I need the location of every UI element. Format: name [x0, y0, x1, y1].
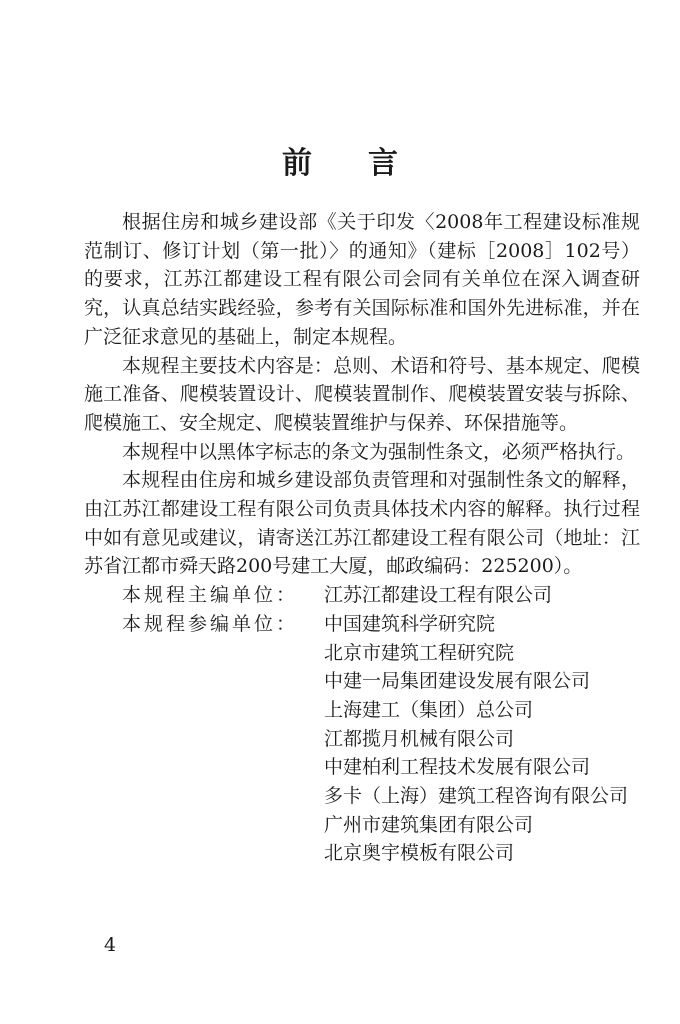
list-item: 江都揽月机械有限公司 [324, 727, 515, 750]
list-item: 北京奥宇模板有限公司 [324, 842, 515, 865]
list-item: 广州市建筑集团有限公司 [324, 813, 534, 836]
title-char-1: 前 [282, 146, 312, 181]
page-title [0, 138, 680, 182]
list-item: 多卡（上海）建筑工程咨询有限公司 [324, 785, 629, 808]
title-char-2: 言 [368, 146, 398, 181]
paragraph-main-content: 本规程主要技术内容是：总则、术语和符号、基本规定、爬模施工准备、爬模装置设计、爬模装置制作、爬模装置安装与拆除、爬模施工、安全规定、爬模装置维护与保养、环保措施等。 [84, 354, 640, 434]
list-item: 上海建工（集团）总公司 [324, 698, 534, 721]
chief-unit-label: 本规程主编单位： [122, 584, 299, 607]
list-item: 北京市建筑工程研究院 [324, 641, 515, 664]
paragraph-mandatory-clauses: 本规程中以黑体字标志的条文为强制性条文，必须严格执行。 [122, 440, 636, 463]
list-item: 中建一局集团建设发展有限公司 [324, 670, 591, 693]
chief-unit-value: 江苏江都建设工程有限公司 [324, 584, 553, 607]
participating-unit-row [84, 610, 640, 639]
participating-unit-list [84, 639, 640, 869]
chief-unit-row [84, 581, 640, 610]
paragraph-background: 根据住房和城乡建设部《关于印发〈2008年工程建设标准规范制订、修订计划（第一批）〉的通知》（建标［2008］102号）的要求，江苏江都建设工程有限公司会同有关单位在深入调查研究，认真总结实践经验，参考有关国际标准和国外先进标准，并在广泛征求意见的基础上，制定本规程。 [84, 211, 640, 348]
participating-unit-first: 中国建筑科学研究院 [324, 612, 496, 635]
page-number: 4 [104, 934, 117, 956]
participating-unit-label: 本规程参编单位： [122, 612, 299, 635]
list-item: 中建柏利工程技术发展有限公司 [324, 756, 591, 779]
paragraph-administration: 本规程由住房和城乡建设部负责管理和对强制性条文的解释，由江苏江都建设工程有限公司负责具体技术内容的解释。执行过程中如有意见或建议，请寄送江苏江都建设工程有限公司（地址：江苏省江都市舜天路200号建工大厦，邮政编码：225200）。 [84, 469, 640, 578]
preface-body [84, 208, 640, 868]
